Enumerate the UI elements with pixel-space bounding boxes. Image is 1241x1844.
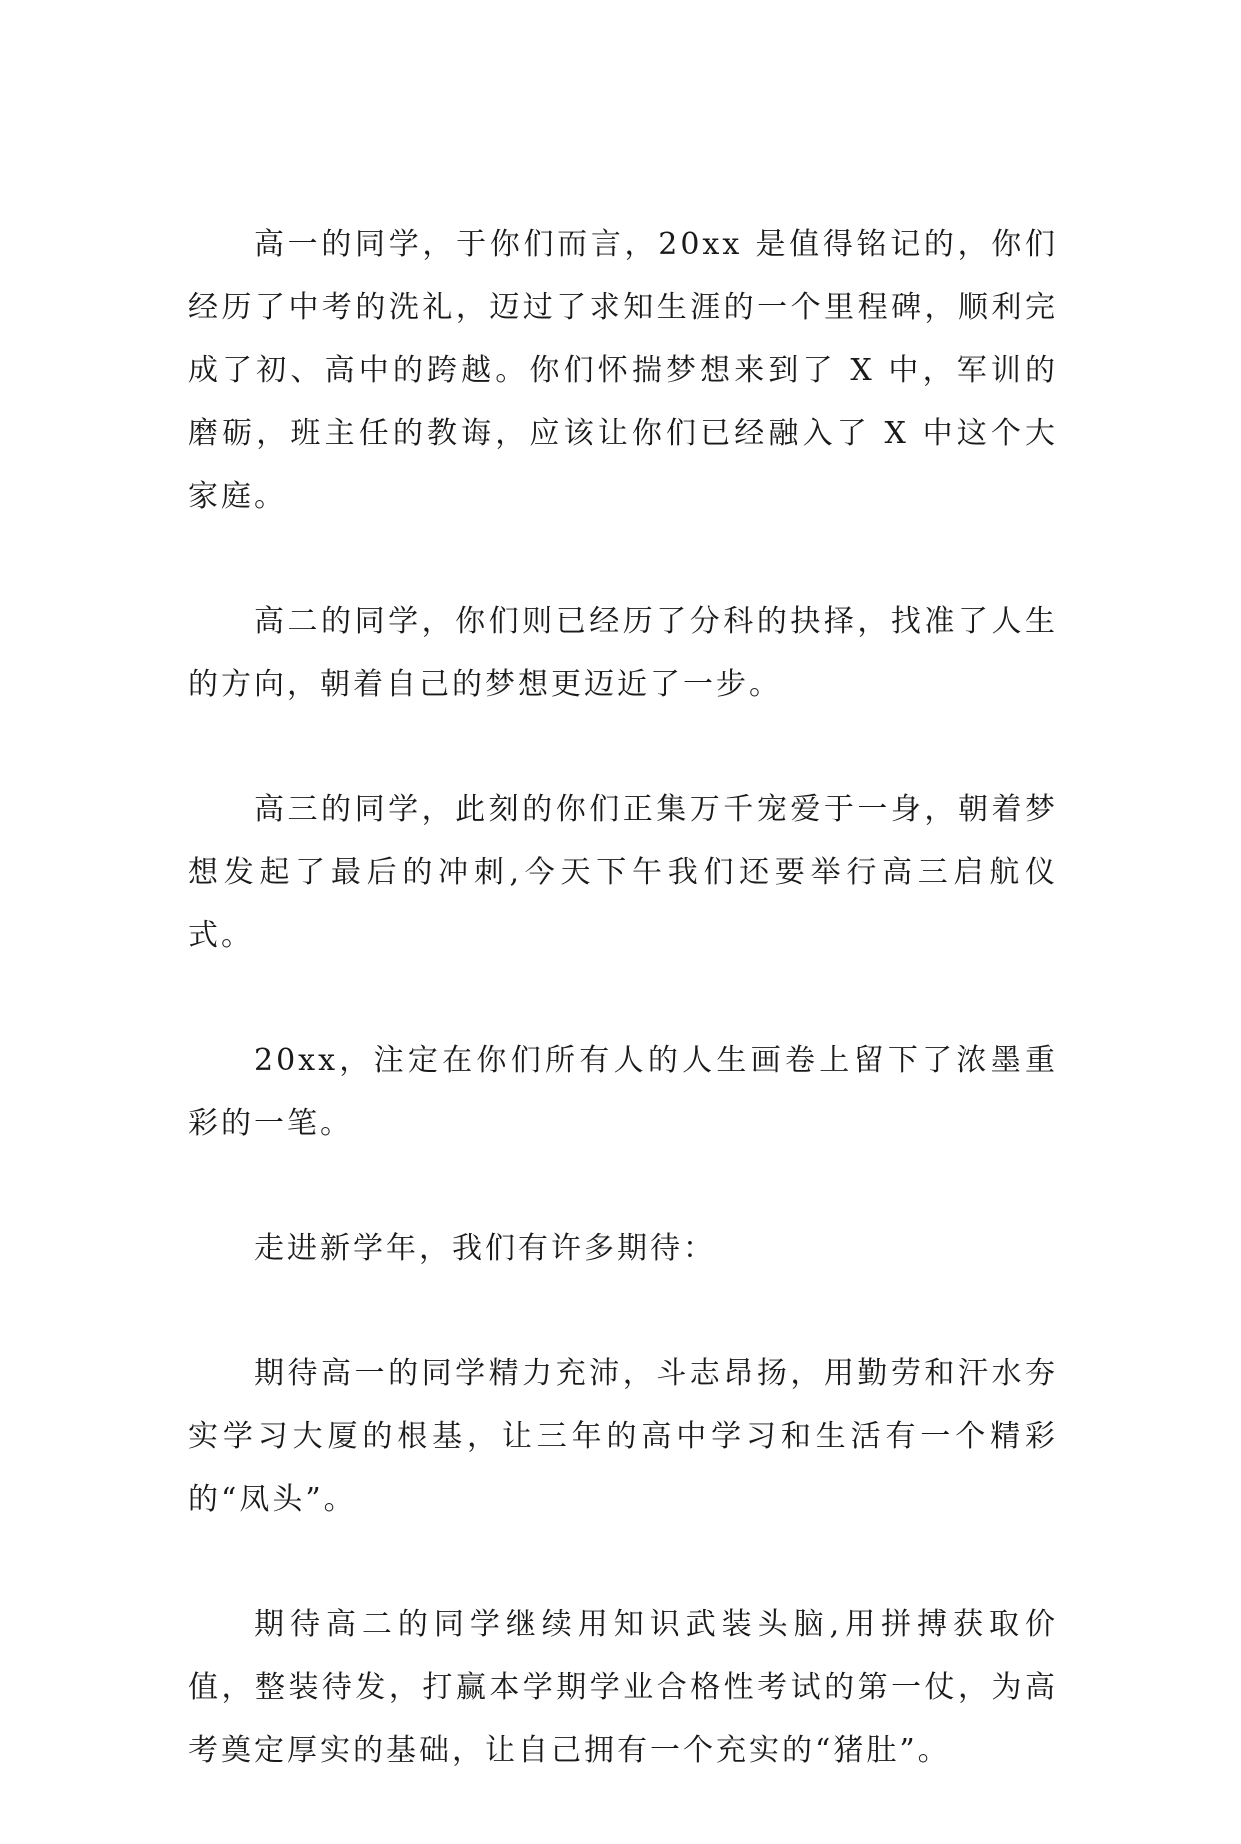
paragraph-1: 高一的同学，于你们而言，20xx 是值得铭记的，你们经历了中考的洗礼，迈过了求知生涯的一个里程碑，顺利完成了初、高中的跨越。你们怀揣梦想来到了 X 中，军训的磨砺，班主任的教诲，应该让你们已经融入了 X 中这个大家庭。: [188, 227, 1058, 514]
document-body: [188, 213, 1058, 1844]
paragraph-4: 20xx，注定在你们所有人的人生画卷上留下了浓墨重彩的一笔。: [188, 1043, 1058, 1141]
paragraph-7: 期待高二的同学继续用知识武装头脑,用拼搏获取价值，整装待发，打赢本学期学业合格性考试的第一仗，为高考奠定厚实的基础，让自己拥有一个充实的“猪肚”。: [188, 1607, 1058, 1768]
paragraph-3: 高三的同学，此刻的你们正集万千宠爱于一身，朝着梦想发起了最后的冲刺,今天下午我们还要举行高三启航仪式。: [188, 792, 1058, 953]
paragraph-6: 期待高一的同学精力充沛，斗志昂扬，用勤劳和汗水夯实学习大厦的根基，让三年的高中学习和生活有一个精彩的“凤头”。: [188, 1356, 1058, 1517]
paragraph-5: 走进新学年，我们有许多期待：: [254, 1231, 716, 1266]
paragraph-2: 高二的同学，你们则已经历了分科的抉择，找准了人生的方向，朝着自己的梦想更迈近了一步。: [188, 604, 1058, 702]
